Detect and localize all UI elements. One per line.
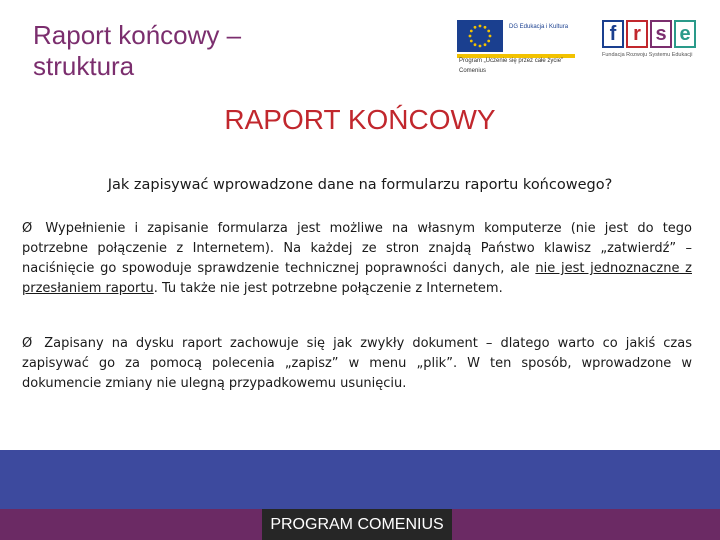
frse-letter-f: f xyxy=(602,20,624,48)
paragraph-2-text: Zapisany na dysku raport zachowuje się jak zwykły dokument – dlatego warto co jakiś czas zapisywać go za pomocą polecenia „zapisz” w menu „plik”. W ten sposób, wprowadzone w dokumencie zmiany nie ulegną przypadkowemu usunięciu. xyxy=(22,336,692,391)
frse-letter-e: e xyxy=(674,20,696,48)
paragraph-1-underlined: nie jest jednoznaczne z przesłaniem raportu xyxy=(22,261,692,296)
eu-programme-logo xyxy=(457,20,575,78)
arrow-bullet-icon: Ø xyxy=(22,336,33,351)
frse-logo xyxy=(602,20,702,70)
paragraph-1-end: . Tu także nie jest potrzebne połączenie z Internetem. xyxy=(153,281,503,296)
eu-logo-line3: Comenius xyxy=(459,68,487,74)
eu-flag-icon xyxy=(457,20,503,52)
slide-title-line1: Raport końcowy – xyxy=(33,20,242,50)
frse-letter-r: r xyxy=(626,20,648,48)
frse-letters xyxy=(602,20,702,48)
footer-program-label: PROGRAM COMENIUS xyxy=(262,509,452,540)
slide-title xyxy=(33,20,333,82)
frse-letter-s: s xyxy=(650,20,672,48)
slide-title-line2: struktura xyxy=(33,51,135,81)
paragraph-1 xyxy=(22,219,692,299)
slide-question: Jak zapisywać wprowadzone dane na formularzu raportu końcowego? xyxy=(107,177,613,193)
frse-tagline: Fundacja Rozwoju Systemu Edukacji xyxy=(602,52,693,58)
eu-logo-line1: DG Edukacja i Kultura xyxy=(509,24,569,30)
arrow-bullet-icon: Ø xyxy=(22,221,33,236)
paragraph-1-text: Wypełnienie i zapisanie formularza jest możliwe na własnym komputerze (nie jest do tego potrzebne połączenie z Internetem). Na każdej ze stron znajdą Państwo klawisz „zatwierdź” – naciśnięcie go spowoduje sprawdzenie technicznej poprawności danych, ale xyxy=(22,221,692,276)
eu-logo-line2: Program „Uczenie się przez całe życie” xyxy=(459,58,564,64)
footer-band-blue xyxy=(0,450,720,509)
slide-heading: RAPORT KOŃCOWY xyxy=(224,104,496,135)
paragraph-2 xyxy=(22,334,692,394)
